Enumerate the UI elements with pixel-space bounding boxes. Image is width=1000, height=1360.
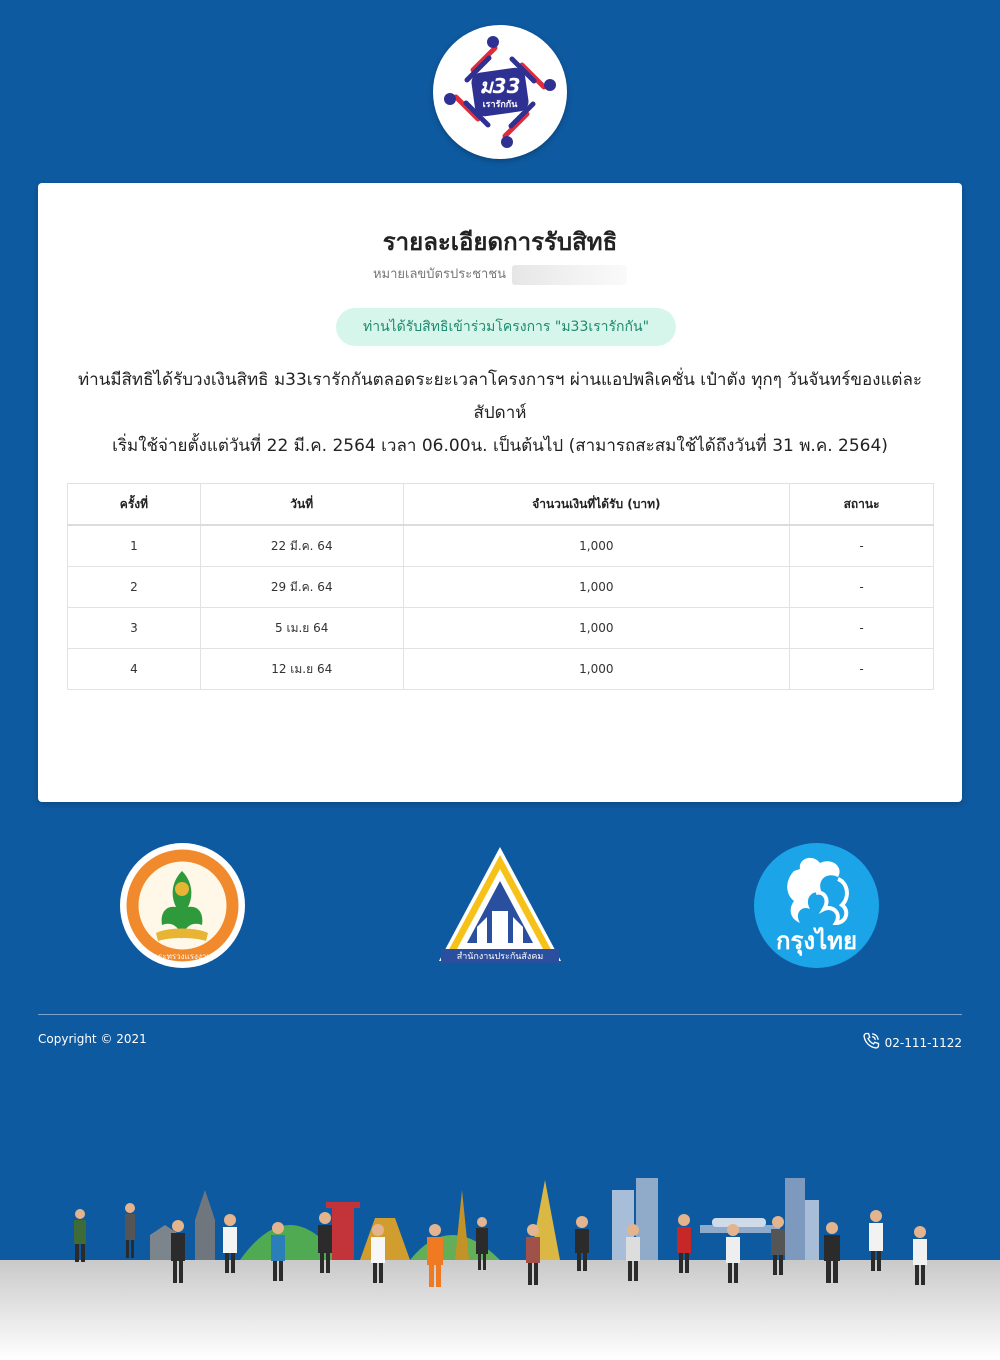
citizen-id-row <box>0 263 1000 285</box>
cell-date: 5 เม.ย 64 <box>200 608 403 649</box>
cell-round: 3 <box>68 608 201 649</box>
copyright: Copyright © 2021 <box>38 1032 147 1046</box>
cell-round: 4 <box>68 649 201 690</box>
cell-status: - <box>790 567 934 608</box>
cell-status: - <box>790 649 934 690</box>
status-badge: ท่านได้รับสิทธิเข้าร่วมโครงการ "ม33เรารักกัน" <box>336 308 676 346</box>
cell-amount: 1,000 <box>403 525 790 567</box>
cell-amount: 1,000 <box>403 567 790 608</box>
logo-subtext: เรารักกัน <box>482 100 518 110</box>
cell-status: - <box>790 608 934 649</box>
phone-contact[interactable] <box>861 1031 962 1054</box>
header-date: วันที่ <box>200 484 403 526</box>
krungthai-logo <box>754 843 879 968</box>
table-row <box>68 608 934 649</box>
cell-amount: 1,000 <box>403 649 790 690</box>
footer-divider <box>38 1014 962 1015</box>
social-security-office-logo <box>437 845 563 965</box>
cell-round: 1 <box>68 525 201 567</box>
description-line-1: ท่านมีสิทธิได้รับวงเงินสิทธิ ม33เรารักกันตลอดระยะเวลาโครงการฯ ผ่านแอปพลิเคชั่น เป๋าตัง ทุกๆ วันจันทร์ของแต่ละสัปดาห์ <box>77 370 923 423</box>
logo-text: ม33 <box>479 74 521 98</box>
phone-icon <box>861 1031 881 1054</box>
citizen-id-redacted <box>512 265 627 285</box>
ministry-ring-text: กระทรวงแรงงาน <box>153 952 212 961</box>
ministry-of-labour-logo <box>120 843 245 968</box>
description <box>70 364 930 463</box>
sso-caption: สำนักงานประกันสังคม <box>456 952 544 962</box>
cell-status: - <box>790 525 934 567</box>
cell-date: 12 เม.ย 64 <box>200 649 403 690</box>
cell-round: 2 <box>68 567 201 608</box>
cell-amount: 1,000 <box>403 608 790 649</box>
table-header-row <box>68 484 934 526</box>
page-title: รายละเอียดการรับสิทธิ <box>382 228 618 256</box>
cell-date: 29 มี.ค. 64 <box>200 567 403 608</box>
ktb-name: กรุงไทย <box>775 927 858 955</box>
table-row <box>68 525 934 567</box>
cell-date: 22 มี.ค. 64 <box>200 525 403 567</box>
phone-number: 02-111-1122 <box>884 1035 962 1050</box>
description-line-2: เริ่มใช้จ่ายตั้งแต่วันที่ 22 มี.ค. 2564 เวลา 06.00น. เป็นต้นไป (สามารถสะสมใช้ได้ถึงวันที่ 31 พ.ค. 2564) <box>112 436 888 456</box>
payment-table <box>67 483 934 690</box>
city-skyline-illustration <box>0 1150 1000 1360</box>
citizen-id-label: หมายเลขบัตรประชาชน <box>372 267 507 282</box>
m33-logo <box>433 25 567 159</box>
table-row <box>68 649 934 690</box>
header-status: สถานะ <box>790 484 934 526</box>
header-amount: จำนวนเงินที่ได้รับ (บาท) <box>403 484 790 526</box>
header-round: ครั้งที่ <box>68 484 201 526</box>
table-row <box>68 567 934 608</box>
